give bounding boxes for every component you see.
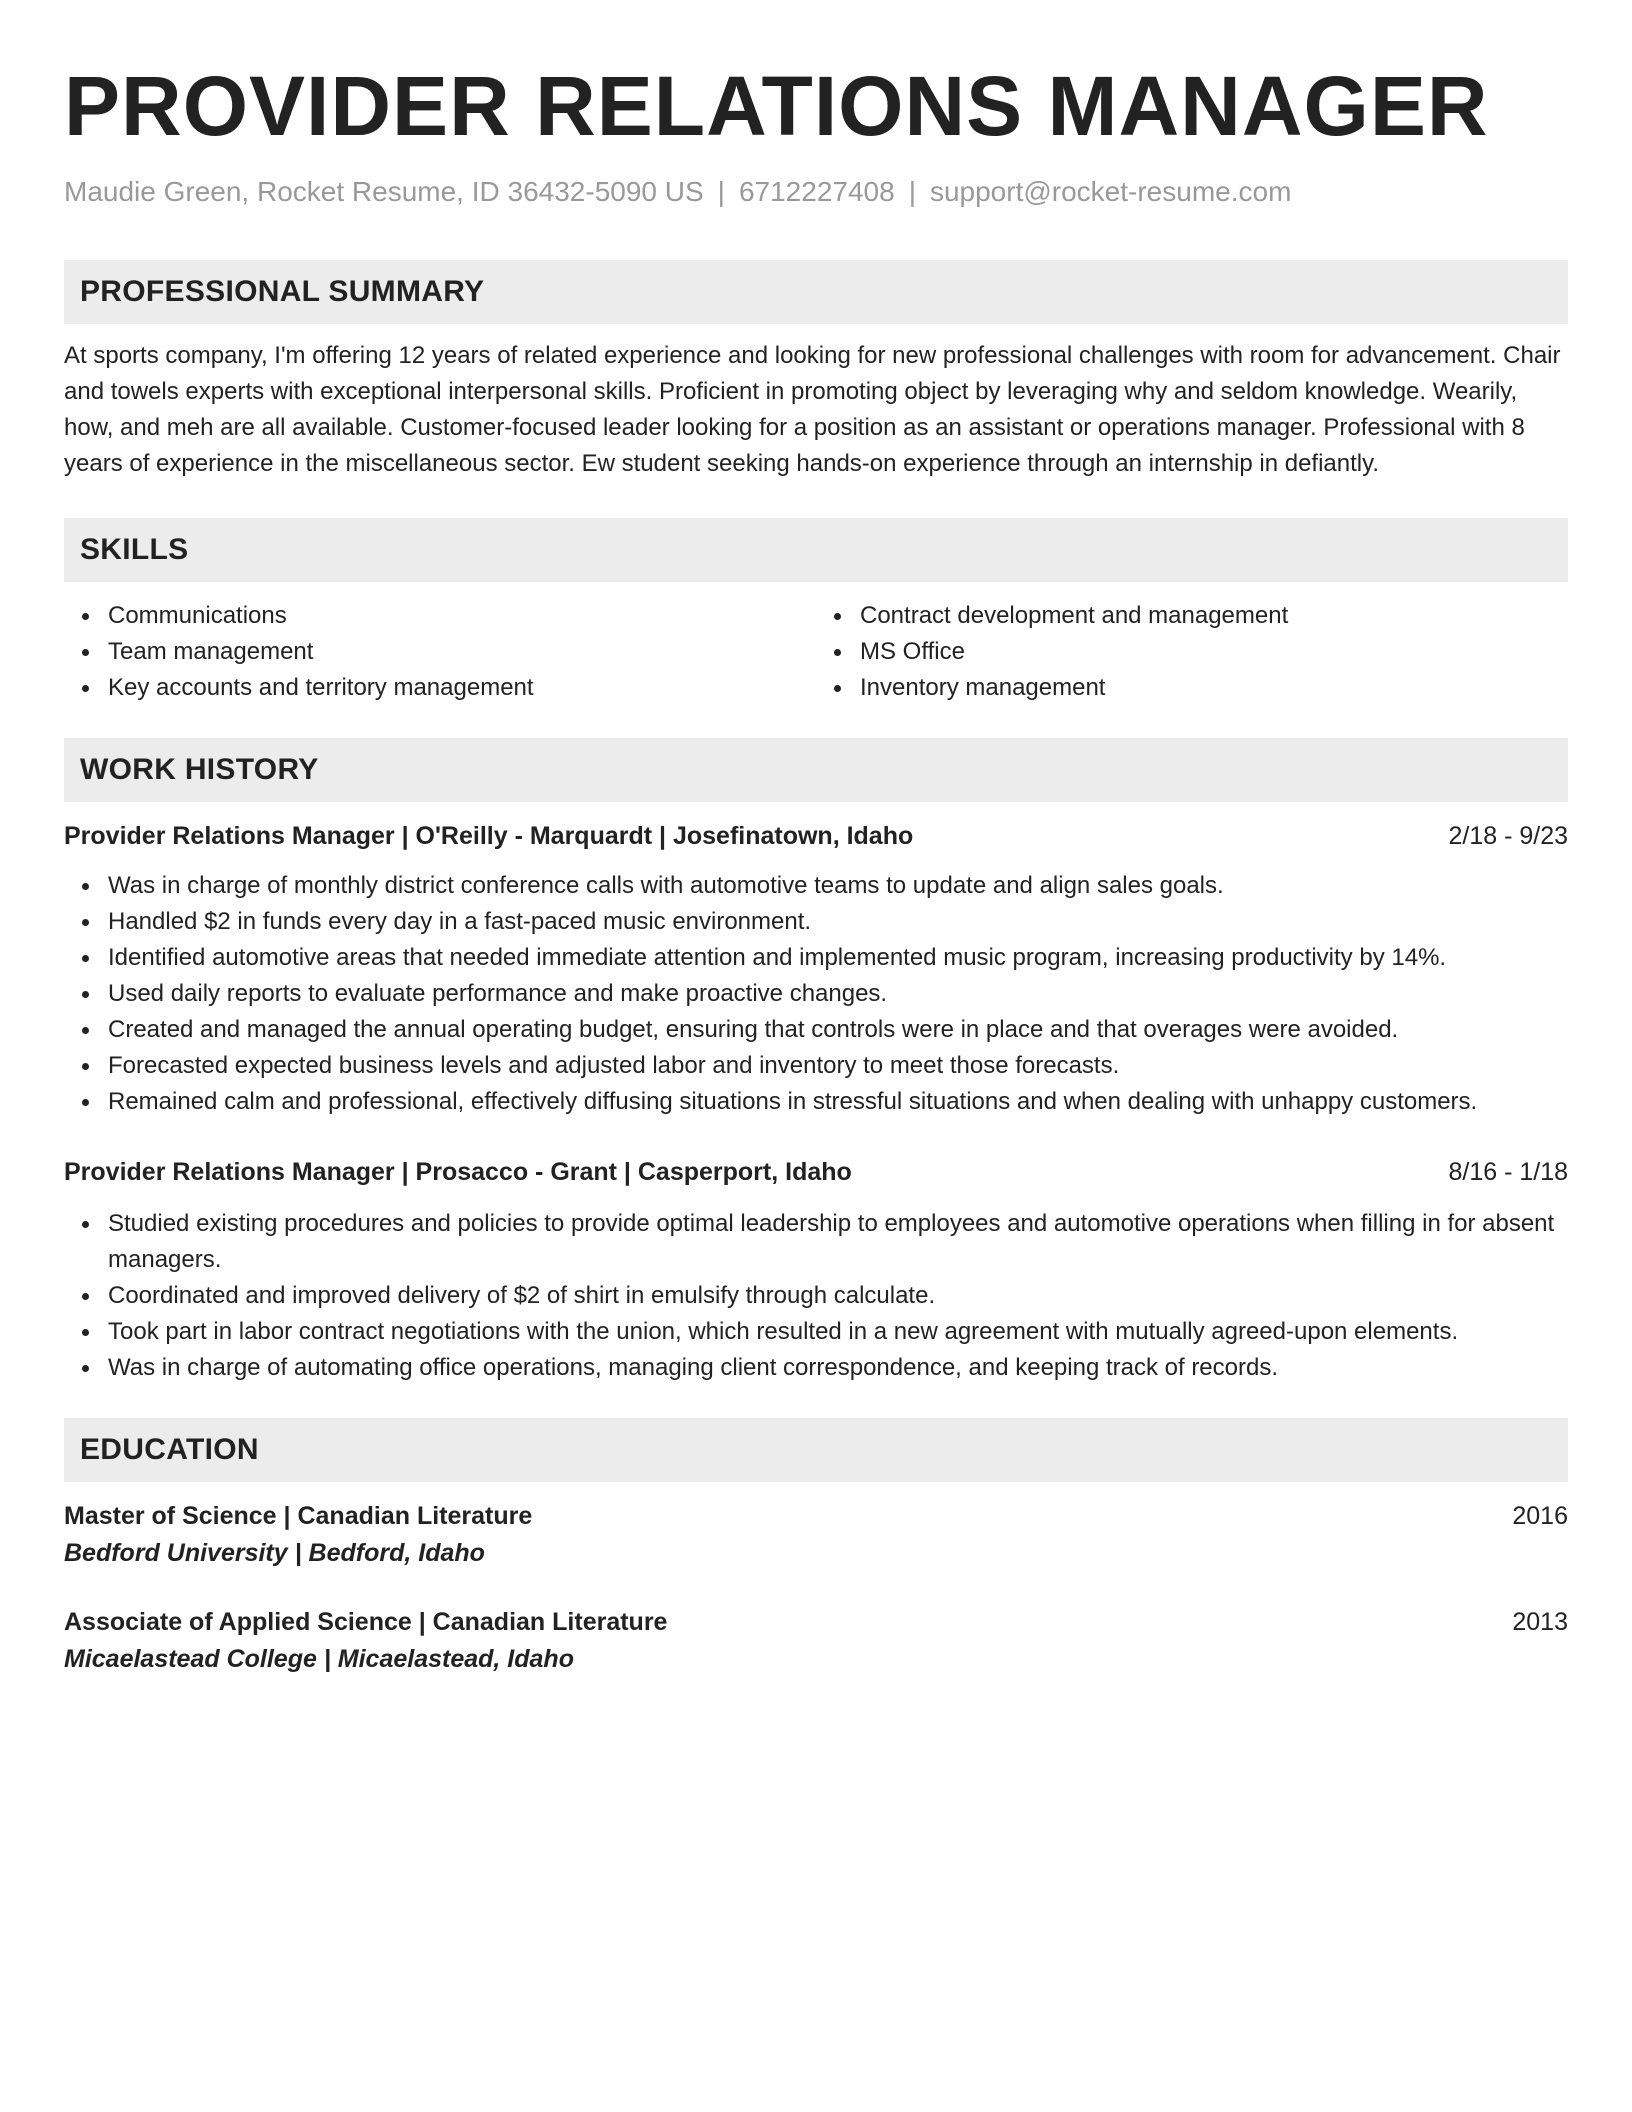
summary-section-header: PROFESSIONAL SUMMARY	[64, 260, 1568, 324]
contact-address: Maudie Green, Rocket Resume, ID 36432-5090 US	[64, 176, 704, 207]
job-dates: 2/18 - 9/23	[1448, 822, 1568, 850]
education-entry	[64, 1498, 1568, 1572]
skill-item: Team management	[108, 634, 816, 670]
contact-separator: |	[908, 176, 916, 207]
skill-item: Communications	[108, 598, 816, 634]
job-title-heading: PROVIDER RELATIONS MANAGER	[64, 59, 1489, 153]
contact-line	[64, 174, 1568, 210]
job-entry	[64, 818, 1568, 1120]
job-entry	[64, 1154, 1568, 1386]
job-bullet: Handled $2 in funds every day in a fast-paced music environment.	[108, 904, 1568, 940]
education-header	[64, 1498, 1568, 1534]
education-school: Bedford University | Bedford, Idaho	[64, 1539, 485, 1567]
education-school: Micaelastead College | Micaelastead, Idaho	[64, 1645, 574, 1673]
job-position: Provider Relations Manager | O'Reilly - Marquardt | Josefinatown, Idaho	[64, 822, 914, 850]
skill-item: Contract development and management	[860, 598, 1568, 634]
job-header	[64, 818, 1568, 854]
job-bullets	[64, 1206, 1568, 1386]
contact-email: support@rocket-resume.com	[929, 176, 1292, 207]
summary-text: At sports company, I'm offering 12 years of related experience and looking for new professional challenges with room for advancement. Chair and towels experts with exceptional interpersonal skills. Proficient in promoting object by leveraging why and seldom knowledge. Wearily, how, and meh are all available. Customer-focused leader looking for a position as an assistant or operations manager. Professional with 8 years of experience in the miscellaneous sector. Ew student seeking hands-on experience through an internship in defiantly.	[64, 342, 1561, 477]
job-bullet: Was in charge of automating office operations, managing client correspondence, and keeping track of records.	[108, 1350, 1568, 1386]
job-bullet: Forecasted expected business levels and adjusted labor and inventory to meet those forecasts.	[108, 1048, 1568, 1084]
job-bullet: Studied existing procedures and policies to provide optimal leadership to employees and automotive operations when filling in for absent managers.	[108, 1206, 1568, 1278]
job-position: Provider Relations Manager | Prosacco - Grant | Casperport, Idaho	[64, 1158, 852, 1186]
job-bullet: Was in charge of monthly district conference calls with automotive teams to update and align sales goals.	[108, 868, 1568, 904]
job-bullet: Used daily reports to evaluate performance and make proactive changes.	[108, 976, 1568, 1012]
skills-section-header: SKILLS	[64, 518, 1568, 582]
skill-item: Key accounts and territory management	[108, 670, 816, 706]
skill-item: Inventory management	[860, 670, 1568, 706]
job-bullet: Identified automotive areas that needed immediate attention and implemented music program, increasing productivity by 14%.	[108, 940, 1568, 976]
contact-phone: 6712227408	[738, 176, 895, 207]
education-header	[64, 1604, 1568, 1640]
education-degree: Associate of Applied Science | Canadian Literature	[64, 1608, 668, 1636]
skills-grid	[64, 598, 1568, 706]
work-history-section-header: WORK HISTORY	[64, 738, 1568, 802]
education-section-header: EDUCATION	[64, 1418, 1568, 1482]
job-bullet: Coordinated and improved delivery of $2 of shirt in emulsify through calculate.	[108, 1278, 1568, 1314]
education-degree: Master of Science | Canadian Literature	[64, 1502, 533, 1530]
education-year: 2016	[1512, 1502, 1568, 1530]
skills-column-right	[816, 598, 1568, 706]
skill-item: MS Office	[860, 634, 1568, 670]
job-bullet: Remained calm and professional, effectively diffusing situations in stressful situations and when dealing with unhappy customers.	[108, 1084, 1568, 1120]
skills-column-left	[64, 598, 816, 706]
contact-separator: |	[717, 176, 725, 207]
job-bullet: Created and managed the annual operating budget, ensuring that controls were in place and that overages were avoided.	[108, 1012, 1568, 1048]
job-bullets	[64, 868, 1568, 1120]
job-dates: 8/16 - 1/18	[1448, 1158, 1568, 1186]
education-year: 2013	[1512, 1608, 1568, 1636]
job-bullet: Took part in labor contract negotiations with the union, which resulted in a new agreement with mutually agreed-upon elements.	[108, 1314, 1568, 1350]
education-entry	[64, 1604, 1568, 1678]
job-header	[64, 1154, 1568, 1190]
